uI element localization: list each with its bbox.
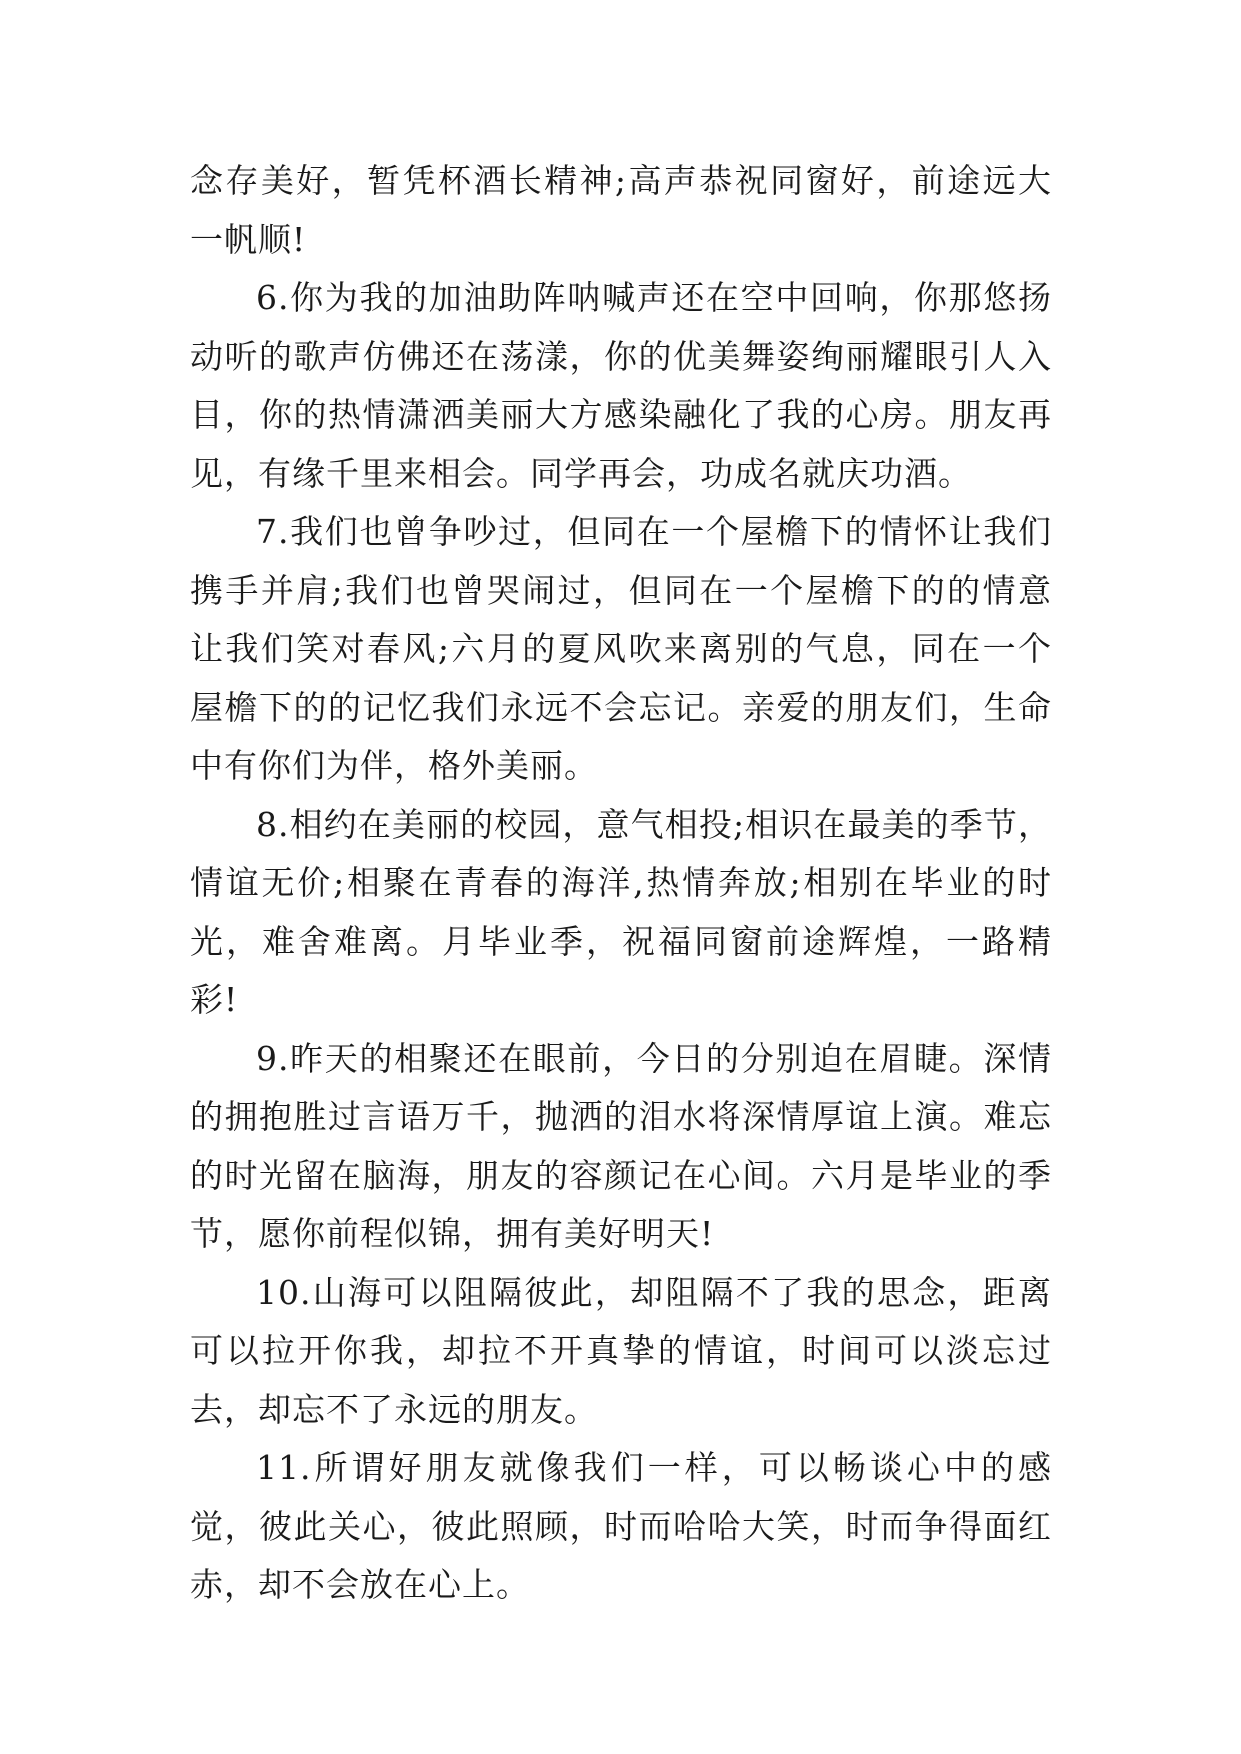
paragraph-item-10: 10.山海可以阻隔彼此，却阻隔不了我的思念，距离可以拉开你我，却拉不开真挚的情谊，时间可以淡忘过去，却忘不了永远的朋友。 [190, 1272, 1052, 1429]
paragraph-item-7: 7.我们也曾争吵过，但同在一个屋檐下的情怀让我们携手并肩;我们也曾哭闹过，但同在一个屋檐下的的情意让我们笑对春风;六月的夏风吹来离别的气息，同在一个屋檐下的的记忆我们永远不会忘记。亲爱的朋友们，生命中有你们为伴，格外美丽。 [190, 512, 1052, 785]
paragraph-item-9: 9.昨天的相聚还在眼前，今日的分别迫在眉睫。深情的拥抱胜过言语万千，抛洒的泪水将深情厚谊上演。难忘的时光留在脑海，朋友的容颜记在心间。六月是毕业的季节，愿你前程似锦，拥有美好明天! [190, 1038, 1052, 1253]
paragraph-continuation: 念存美好，暂凭杯酒长精神;高声恭祝同窗好，前途远大一帆顺! [190, 161, 1052, 259]
paragraph-item-6: 6.你为我的加油助阵呐喊声还在空中回响，你那悠扬动听的歌声仿佛还在荡漾，你的优美舞姿绚丽耀眼引人入目，你的热情潇洒美丽大方感染融化了我的心房。朋友再见，有缘千里来相会。同学再会，功成名就庆功酒。 [190, 278, 1052, 493]
paragraph-item-11: 11.所谓好朋友就像我们一样，可以畅谈心中的感觉，彼此关心，彼此照顾，时而哈哈大笑，时而争得面红赤，却不会放在心上。 [190, 1448, 1052, 1604]
paragraph-item-8: 8.相约在美丽的校园，意气相投;相识在最美的季节，情谊无价;相聚在青春的海洋,热情奔放;相别在毕业的时光，难舍难离。月毕业季，祝福同窗前途辉煌，一路精彩! [190, 804, 1052, 1019]
document-body [190, 152, 1052, 1615]
